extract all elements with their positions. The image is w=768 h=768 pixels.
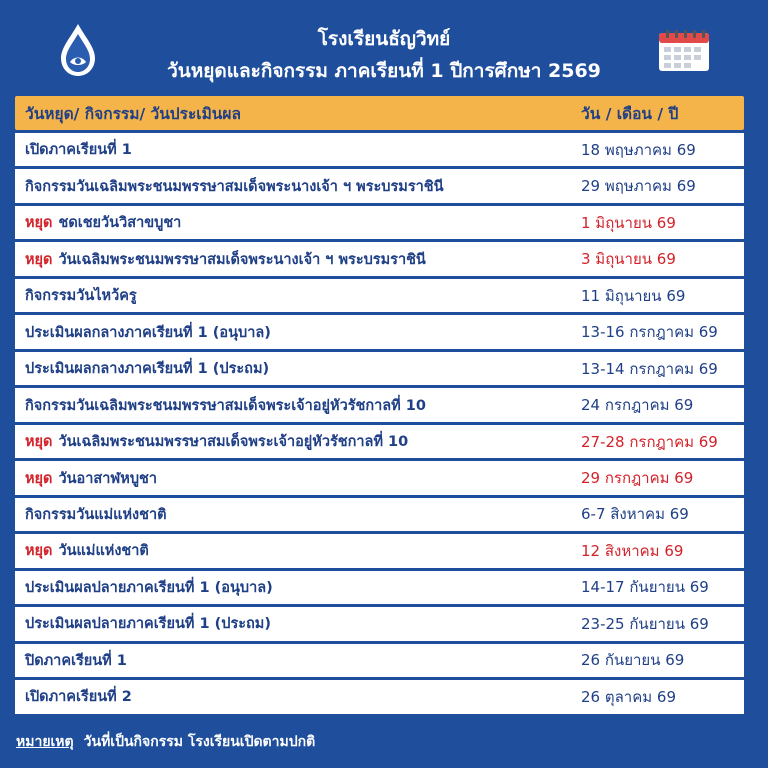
row-date: 23-25 กันยายน 69 [581, 614, 709, 633]
table-row [15, 206, 744, 239]
holiday-tag: หยุด [25, 251, 53, 268]
holiday-tag: หยุด [25, 215, 53, 232]
row-date: 13-14 กรกฎาคม 69 [581, 359, 718, 378]
table-row [15, 388, 744, 421]
activity-text: ประเมินผลกลางภาคเรียนที่ 1 (อนุบาล) [25, 324, 271, 341]
row-date: 12 สิงหาคม 69 [581, 541, 684, 560]
row-activity [25, 357, 269, 380]
page-title: วันหยุดและกิจกรรม ภาคเรียนที่ 1 ปีการศึกษา 2569 [167, 60, 601, 82]
row-activity [25, 284, 137, 307]
row-activity [25, 503, 167, 526]
activity-text: ประเมินผลกลางภาคเรียนที่ 1 (ประถม) [25, 361, 270, 378]
row-date: 18 พฤษภาคม 69 [581, 140, 696, 159]
table-body [15, 133, 744, 714]
row-activity [25, 248, 426, 271]
activity-text: วันเฉลิมพระชนมพรรษาสมเด็จพระนางเจ้า ฯ พระบรมราชินี [58, 251, 426, 268]
header-activity: วันหยุด/ กิจกรรม/ วันประเมินผล [25, 104, 241, 123]
activity-text: กิจกรรมวันไหว้ครู [25, 288, 137, 305]
holiday-tag: หยุด [25, 470, 53, 487]
activity-text: เปิดภาคเรียนที่ 2 [25, 689, 132, 706]
row-activity [25, 576, 273, 599]
row-activity [25, 138, 132, 161]
table-header [15, 96, 744, 130]
row-activity [25, 394, 426, 417]
table-row [15, 133, 744, 166]
table-row [15, 315, 744, 348]
row-activity [25, 612, 271, 635]
row-date: 14-17 กันยายน 69 [581, 578, 709, 597]
holiday-tag: หยุด [25, 543, 53, 560]
activity-text: ประเมินผลปลายภาคเรียนที่ 1 (ประถม) [25, 616, 271, 633]
row-activity [25, 649, 127, 672]
table-row [15, 680, 744, 713]
table-row [15, 644, 744, 677]
activity-text: กิจกรรมวันแม่แห่งชาติ [25, 506, 167, 523]
row-activity [25, 539, 149, 562]
activity-text: ประเมินผลปลายภาคเรียนที่ 1 (อนุบาล) [25, 579, 273, 596]
table-row [15, 607, 744, 640]
row-date: 26 ตุลาคม 69 [581, 687, 676, 706]
row-activity [25, 321, 271, 344]
schedule-table [15, 96, 744, 717]
table-row [15, 242, 744, 275]
table-row [15, 461, 744, 494]
row-activity [25, 430, 408, 453]
table-row [15, 571, 744, 604]
activity-text: กิจกรรมวันเฉลิมพระชนมพรรษาสมเด็จพระนางเจ้า ฯ พระบรมราชินี [25, 178, 444, 195]
activity-text: วันเฉลิมพระชนมพรรษาสมเด็จพระเจ้าอยู่หัวรัชกาลที่ 10 [58, 434, 409, 451]
table-row [15, 169, 744, 202]
row-date: 13-16 กรกฎาคม 69 [581, 323, 718, 342]
table-row [15, 534, 744, 567]
table-row [15, 279, 744, 312]
row-activity [25, 685, 132, 708]
row-activity [25, 467, 157, 490]
footnote-label: หมายเหตุ [16, 734, 74, 750]
row-date: 6-7 สิงหาคม 69 [581, 505, 689, 524]
row-date: 29 กรกฎาคม 69 [581, 469, 694, 487]
activity-text: กิจกรรมวันเฉลิมพระชนมพรรษาสมเด็จพระเจ้าอยู่หัวรัชกาลที่ 10 [25, 397, 426, 414]
row-date: 26 กันยายน 69 [581, 651, 685, 670]
activity-text: วันอาสาฬหบูชา [58, 470, 158, 487]
activity-text: ชดเชยวันวิสาขบูชา [58, 215, 182, 232]
table-row [15, 352, 744, 385]
footnote-text: วันที่เป็นกิจกรรม โรงเรียนเปิดตามปกติ [83, 734, 316, 750]
row-date: 27-28 กรกฎาคม 69 [581, 432, 718, 451]
header [0, 0, 768, 92]
table-row [15, 498, 744, 531]
school-name: โรงเรียนธัญวิทย์ [317, 28, 451, 50]
row-date: 3 มิถุนายน 69 [581, 250, 676, 269]
row-date: 24 กรกฎาคม 69 [581, 396, 694, 415]
activity-text: ปิดภาคเรียนที่ 1 [25, 652, 127, 669]
table-row [15, 425, 744, 458]
activity-text: วันแม่แห่งชาติ [58, 543, 149, 560]
row-date: 29 พฤษภาคม 69 [581, 177, 696, 196]
row-date: 11 มิถุนายน 69 [581, 286, 686, 305]
row-activity [25, 175, 444, 198]
calendar-icon [655, 28, 713, 74]
row-activity [25, 211, 181, 234]
header-date: วัน / เดือน / ปี [581, 104, 679, 123]
row-date: 1 มิถุนายน 69 [581, 213, 676, 232]
footnote [16, 731, 315, 753]
activity-text: เปิดภาคเรียนที่ 1 [25, 142, 132, 159]
holiday-tag: หยุด [25, 434, 53, 451]
